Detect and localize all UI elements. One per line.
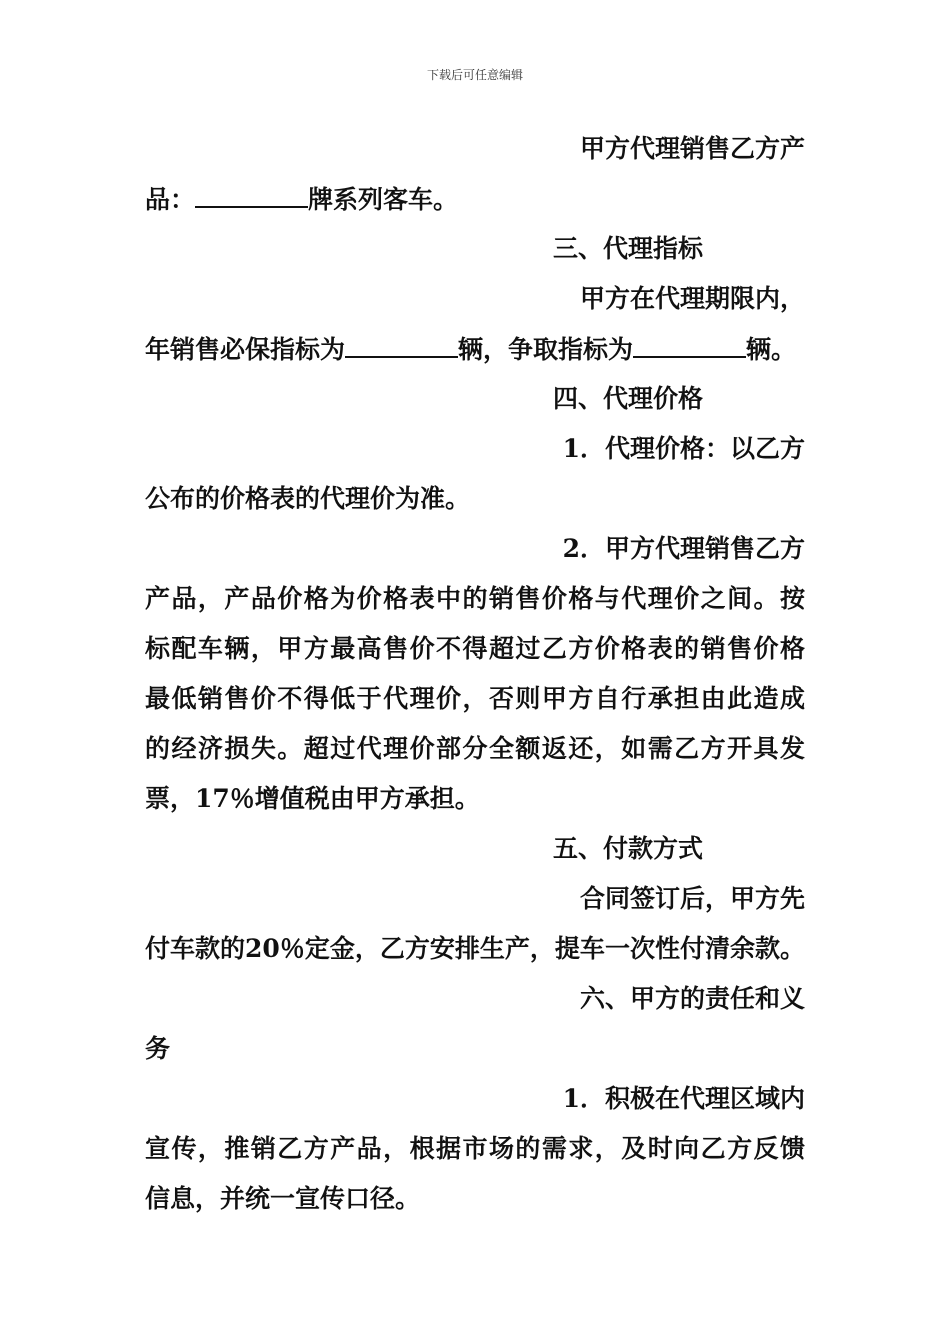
section-heading: 务 — [145, 1034, 171, 1063]
text-segment: 品： — [145, 185, 196, 214]
text-line: 的经济损失。超过代理价部分全额返还，如需乙方开具发 — [145, 734, 805, 763]
text-line: 公布的价格表的代理价为准。 — [145, 484, 471, 513]
fill-in-blank[interactable] — [633, 334, 746, 358]
text-segment: 年销售必保指标为 — [145, 335, 346, 364]
fill-in-blank[interactable] — [345, 334, 458, 358]
text-line: 1．代理价格：以乙方 — [562, 434, 805, 463]
text-segment: 牌系列客车。 — [308, 185, 459, 214]
text-line: 信息，并统一宣传口径。 — [145, 1184, 421, 1213]
text-line: 1．积极在代理区域内 — [562, 1084, 805, 1113]
section-heading: 四、代理价格 — [553, 384, 704, 413]
fill-in-blank[interactable] — [195, 184, 308, 208]
text-line — [145, 334, 796, 365]
text-line: 合同签订后，甲方先 — [579, 884, 805, 913]
text-line: 甲方代理销售乙方产 — [579, 134, 805, 163]
text-line — [145, 184, 458, 215]
text-line: 产品，产品价格为价格表中的销售价格与代理价之间。按 — [145, 584, 805, 613]
text-segment: 辆。 — [746, 335, 797, 364]
text-line: 票，17％增值税由甲方承担。 — [145, 784, 480, 813]
text-line: 甲方在代理期限内， — [579, 284, 805, 313]
page-header-note: 下载后可任意编辑 — [426, 68, 523, 82]
section-heading: 五、付款方式 — [553, 834, 704, 863]
text-line: 最低销售价不得低于代理价，否则甲方自行承担由此造成 — [145, 684, 805, 713]
text-line: 2．甲方代理销售乙方 — [562, 534, 805, 563]
text-line: 付车款的20％定金，乙方安排生产，提车一次性付清余款。 — [145, 934, 805, 963]
text-segment: 辆，争取指标为 — [458, 335, 634, 364]
section-heading: 三、代理指标 — [553, 234, 704, 263]
section-heading: 六、甲方的责任和义 — [579, 984, 805, 1013]
text-line: 标配车辆，甲方最高售价不得超过乙方价格表的销售价格 — [145, 634, 805, 663]
text-line: 宣传，推销乙方产品，根据市场的需求，及时向乙方反馈 — [145, 1134, 805, 1163]
